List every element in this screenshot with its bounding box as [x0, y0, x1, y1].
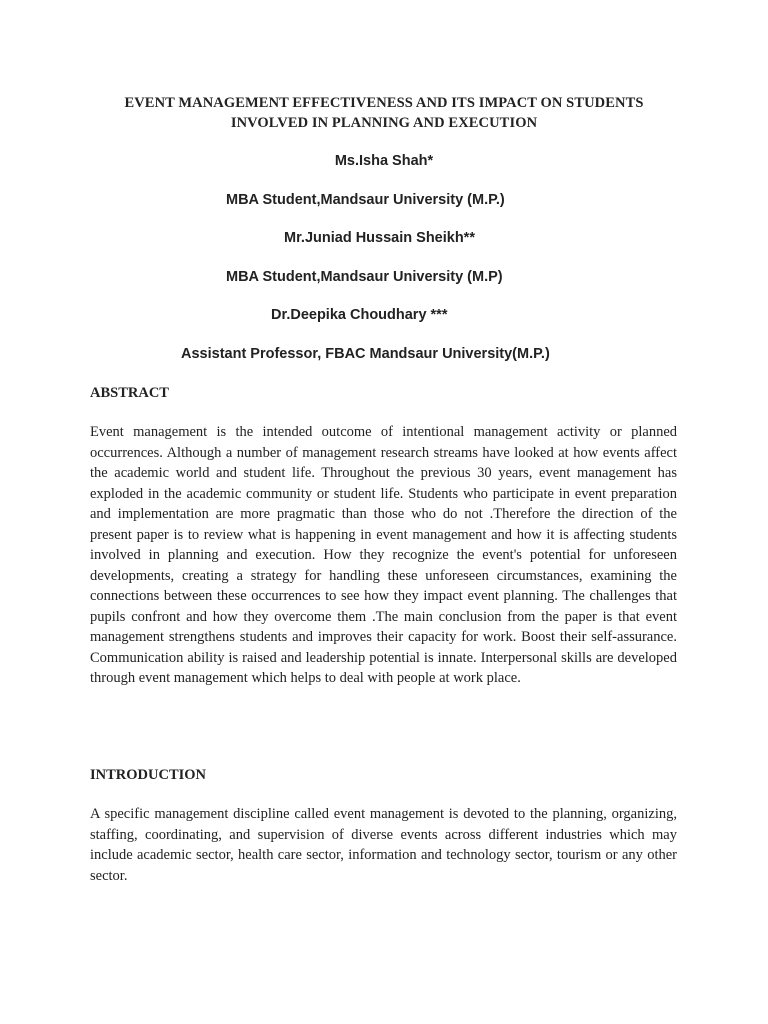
abstract-heading: ABSTRACT — [90, 385, 169, 401]
paper-title — [90, 93, 678, 133]
author-affiliation-3: Assistant Professor, FBAC Mandsaur University(M.P.) — [181, 346, 550, 362]
paper-title-line-2: INVOLVED IN PLANNING AND EXECUTION — [230, 115, 538, 131]
abstract-paragraph: Event management is the intended outcome of intentional management activity or planned occurrences. Although a number of management research streams have looked at how events affect the academic world and student life. Throughout the previous 30 years, event management has exploded in the academic community or student life. Students who participate in event preparation and implementation are more pragmatic than those who do not .Therefore the direction of the present paper is to review what is happening in event management and how it is affecting students involved in planning and execution. How they recognize the event's potential for unforeseen developments, creating a strategy for handling these unforeseen circumstances, examining the connections between these occurrences to see how they impact event planning. The challenges that pupils confront and how they overcome them .The main conclusion from the paper is that event management strengthens students and improves their capacity for work. Boost their self-assurance. Communication ability is raised and leadership potential is innate. Interpersonal skills are developed through event management which helps to deal with people at work place. — [90, 424, 677, 686]
author-affiliation-1: MBA Student,Mandsaur University (M.P.) — [226, 192, 505, 208]
paper-title-line-1: EVENT MANAGEMENT EFFECTIVENESS AND ITS IMPACT ON STUDENTS — [124, 95, 644, 111]
author-name-3: Dr.Deepika Choudhary *** — [271, 307, 448, 323]
author-name-2: Mr.Juniad Hussain Sheikh** — [284, 230, 475, 246]
author-name-1: Ms.Isha Shah* — [334, 153, 434, 169]
introduction-paragraph: A specific management discipline called event management is devoted to the planning, organizing, staffing, coordinating, and supervision of diverse events across different industries which may include academic sector, health care sector, information and technology sector, tourism or any other sector. — [90, 806, 677, 884]
author-affiliation-2: MBA Student,Mandsaur University (M.P) — [226, 269, 503, 285]
introduction-heading: INTRODUCTION — [90, 767, 207, 783]
